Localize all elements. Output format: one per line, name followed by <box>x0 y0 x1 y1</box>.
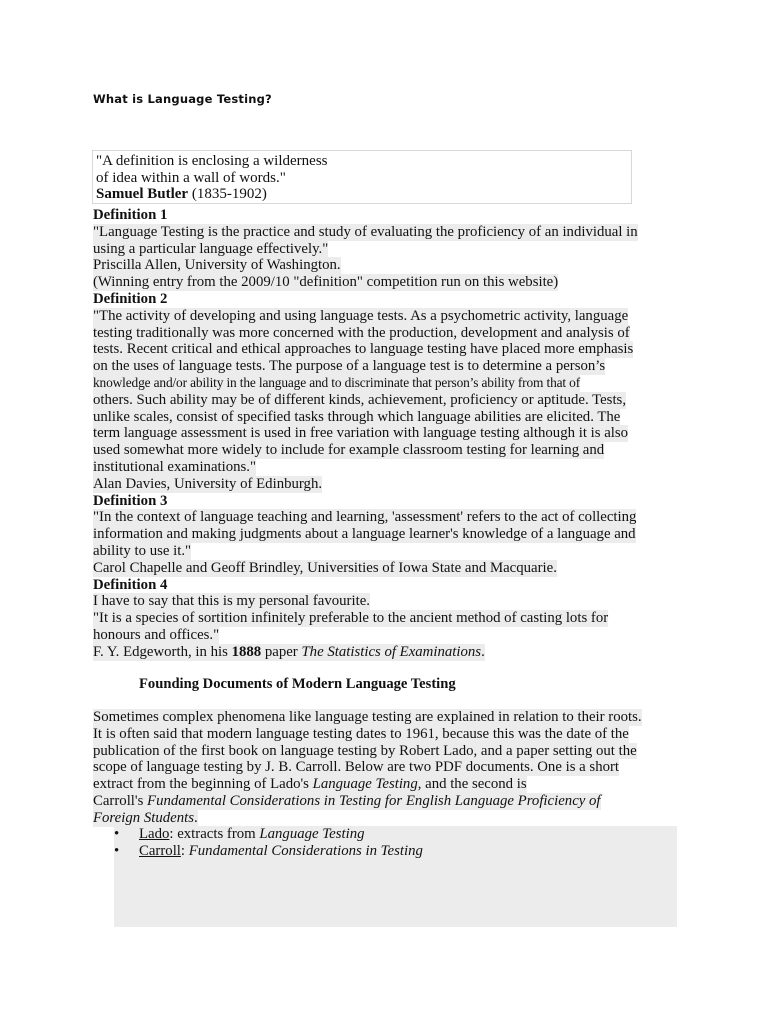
paragraph-text: Carroll's <box>93 792 148 809</box>
definition-line: using a particular language effectively." <box>93 240 329 257</box>
definition-line: testing traditionally was more concerned with the production, development and analysis of <box>93 324 630 341</box>
definition-line: "In the context of language teaching and learning, 'assessment' refers to the act of collecting <box>93 509 637 526</box>
definition-line: term language assessment is used in free variation with language testing although it is also <box>93 425 629 442</box>
definitions-section <box>93 207 683 661</box>
paragraph-text: extract from the beginning of Lado's <box>93 776 313 793</box>
bullet-icon: • <box>114 826 120 842</box>
definition-heading: Definition 1 <box>93 207 168 223</box>
attribution-text: paper <box>261 643 302 660</box>
definition-attribution: Priscilla Allen, University of Washington. <box>93 257 341 274</box>
list-item-sep: : <box>180 843 189 859</box>
definition-line: ability to use it." <box>93 542 192 559</box>
definition-line: knowledge and/or ability in the language and to discriminate that person’s ability from that of <box>93 374 581 390</box>
definition-heading: Definition 3 <box>93 492 168 509</box>
attribution-text: . <box>481 643 485 660</box>
definition-line: institutional examinations." <box>93 458 257 475</box>
founding-intro <box>93 709 683 827</box>
list-item-title: Language Testing <box>259 826 365 842</box>
paragraph-line: Sometimes complex phenomena like language testing are explained in relation to their roots. <box>93 709 642 725</box>
paragraph-line <box>93 776 527 793</box>
definition-note: (Winning entry from the 2009/10 "definition" competition run on this website) <box>93 274 559 291</box>
paper-title: Fundamental Considerations in Testing for English Language Proficiency of <box>147 792 601 809</box>
paragraph-text: , and the second is <box>417 776 527 793</box>
quote-line: of idea within a wall of words." <box>96 169 286 186</box>
definition-attribution <box>93 644 485 661</box>
definition-heading: Definition 4 <box>93 576 168 593</box>
attribution-work-title: The Statistics of Examinations <box>301 643 482 660</box>
definition-line: unlike scales, consist of specified tasks through which language abilities are elicited. The <box>93 408 621 425</box>
definition-attribution: Alan Davies, University of Edinburgh. <box>93 475 323 492</box>
quote-box <box>92 150 632 204</box>
documents-list <box>114 826 423 860</box>
paragraph-line: It is often said that modern language testing dates to 1961, because this was the date of the <box>93 725 629 742</box>
list-item-sep: : extracts from <box>169 826 260 842</box>
paragraph-line <box>93 793 601 810</box>
carroll-link[interactable]: Carroll <box>139 843 181 859</box>
definition-line: used somewhat more widely to include for example classroom testing for learning and <box>93 442 605 459</box>
quote-line: "A definition is enclosing a wilderness <box>96 153 328 169</box>
list-item <box>114 826 423 843</box>
book-title: Language Testing <box>312 776 418 793</box>
paragraph-text: . <box>193 809 198 826</box>
bullet-icon: • <box>114 843 120 859</box>
list-item <box>114 843 423 860</box>
quote-attribution <box>96 186 631 203</box>
definition-line: information and making judgments about a language learner's knowledge of a language and <box>93 526 636 543</box>
definition-line: I have to say that this is my personal favourite. <box>93 593 370 610</box>
definition-line: "The activity of developing and using language tests. As a psychometric activity, language <box>93 307 629 324</box>
paragraph-line: publication of the first book on language testing by Robert Lado, and a paper setting out the <box>93 742 637 759</box>
paragraph-line: scope of language testing by J. B. Carroll. Below are two PDF documents. One is a short <box>93 759 620 776</box>
list-item-title: Fundamental Considerations in Testing <box>188 843 423 859</box>
definition-line: "It is a species of sortition infinitely preferable to the ancient method of casting lots for <box>93 610 609 627</box>
page-title: What is Language Testing? <box>93 92 272 106</box>
definition-line: tests. Recent critical and ethical approaches to language testing have placed more emphasis <box>93 341 634 358</box>
definition-line: others. Such ability may be of different kinds, achievement, proficiency or aptitude. Tests, <box>93 391 627 408</box>
attribution-text: F. Y. Edgeworth, in his <box>93 643 232 660</box>
paragraph-line <box>93 810 198 827</box>
definition-line: honours and offices." <box>93 626 220 643</box>
attribution-year: 1888 <box>231 643 262 660</box>
definition-heading: Definition 2 <box>93 290 168 307</box>
definition-attribution: Carol Chapelle and Geoff Brindley, Universities of Iowa State and Macquarie. <box>93 559 557 576</box>
section-heading: Founding Documents of Modern Language Testing <box>139 676 456 692</box>
definition-line: on the uses of language tests. The purpose of a language test is to determine a person’s <box>93 358 606 375</box>
definition-line: "Language Testing is the practice and study of evaluating the proficiency of an individual in <box>93 223 638 240</box>
paper-title-cont: Foreign Students <box>93 809 194 826</box>
quote-dates: (1835-1902) <box>188 186 267 202</box>
quote-author: Samuel Butler <box>96 186 189 202</box>
lado-link[interactable]: Lado <box>139 826 170 842</box>
